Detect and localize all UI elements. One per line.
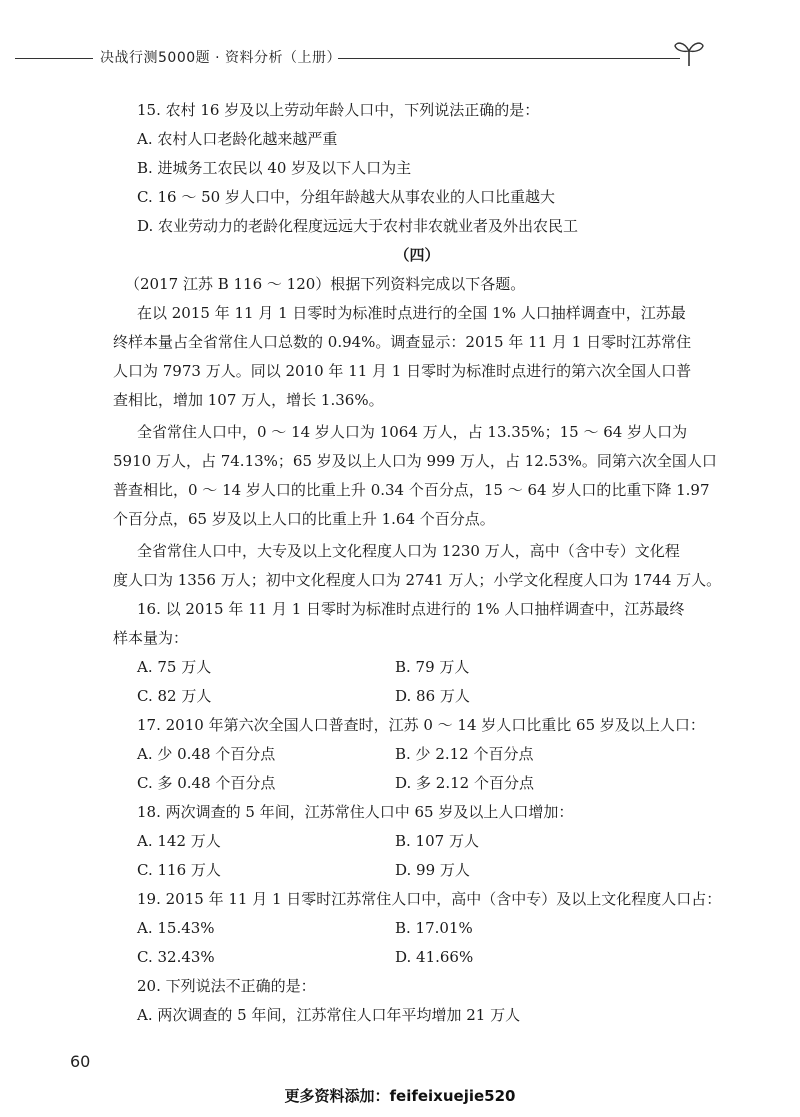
section-intro: （2017 江苏 B 116 ～ 120）根据下列资料完成以下各题。 [125,275,526,293]
q19-stem: 19. 2015 年 11 月 1 日零时江苏常住人口中，高中（含中专）及以上文化程度人口占： [137,890,722,908]
material-p2-line: 普查相比，0 ～ 14 岁人口的比重上升 0.34 个百分点，15 ～ 64 岁人口的比重下降 1.97 [113,481,710,499]
footer-note: 更多资料添加：feifeixuejie520 [284,1087,516,1105]
material-p3-line: 度人口为 1356 万人；初中文化程度人口为 2741 万人；小学文化程度人口为 1744 万人。 [113,571,722,589]
q17-option-a: A. 少 0.48 个百分点 [137,745,276,763]
q20-option-a: A. 两次调查的 5 年间，江苏常住人口年平均增加 21 万人 [137,1006,521,1024]
q18-option-b: B. 107 万人 [395,832,479,850]
q16-option-c: C. 82 万人 [137,687,212,705]
q18-option-c: C. 116 万人 [137,861,221,879]
q17-options-row-1 [137,740,697,769]
page-content [113,96,722,1030]
q20-stem: 20. 下列说法不正确的是： [137,977,316,995]
q17-options-row-2 [137,769,697,798]
material-p2-line: 个百分点，65 岁及以上人口的比重上升 1.64 个百分点。 [113,510,495,528]
material-p2-line: 全省常住人口中，0 ～ 14 岁人口为 1064 万人，占 13.35%；15 ～ 64 岁人口为 [137,423,688,441]
q17-option-b: B. 少 2.12 个百分点 [395,745,534,763]
q19-options-row-2 [137,943,697,972]
q17-option-d: D. 多 2.12 个百分点 [395,774,534,792]
q19-option-d: D. 41.66% [395,948,474,966]
q15-option-a: A. 农村人口老龄化越来越严重 [137,130,338,148]
q16-stem: 16. 以 2015 年 11 月 1 日零时为标准时点进行的 1% 人口抽样调查中，江苏最终 [137,600,685,618]
q19-option-b: B. 17.01% [395,919,473,937]
q18-option-a: A. 142 万人 [137,832,221,850]
header-rule-left [15,58,93,59]
material-p2-line: 5910 万人，占 74.13%；65 岁及以上人口为 999 万人，占 12.53%。同第六次全国人口 [113,452,717,470]
q19-option-a: A. 15.43% [137,919,215,937]
q15-stem: 15. 农村 16 岁及以上劳动年龄人口中，下列说法正确的是： [137,101,540,119]
q16-option-a: A. 75 万人 [137,658,212,676]
q18-options-row-1 [137,827,697,856]
q18-options-row-2 [137,856,697,885]
sprout-icon [672,38,706,68]
q16-option-b: B. 79 万人 [395,658,470,676]
material-paragraph-1 [113,299,697,415]
q17-stem: 17. 2010 年第六次全国人口普查时，江苏 0 ～ 14 岁人口比重比 65 岁及以上人口： [137,716,705,734]
q16-options-row-2 [137,682,697,711]
q15-option-d: D. 农业劳动力的老龄化程度远远大于农村非农就业者及外出农民工 [137,217,579,235]
page-number: 60 [70,1052,91,1071]
q16-options-row-1 [137,653,697,682]
page-header [0,38,800,78]
material-p1-line: 在以 2015 年 11 月 1 日零时为标准时点进行的全国 1% 人口抽样调查中，江苏最 [137,304,686,322]
material-p1-line: 查相比，增加 107 万人，增长 1.36%。 [113,391,384,409]
book-title: 决战行测5000题 · 资料分析（上册） [100,50,341,66]
q18-option-d: D. 99 万人 [395,861,470,879]
q15-option-b: B. 进城务工农民以 40 岁及以下人口为主 [137,159,412,177]
header-rule-right [338,58,680,59]
material-p1-line: 人口为 7973 万人。同以 2010 年 11 月 1 日零时为标准时点进行的第六次全国人口普 [113,362,692,380]
material-p1-line: 终样本量占全省常住人口总数的 0.94%。调查显示：2015 年 11 月 1 日零时江苏常住 [113,333,692,351]
q19-options-row-1 [137,914,697,943]
q17-option-c: C. 多 0.48 个百分点 [137,774,276,792]
q19-option-c: C. 32.43% [137,948,215,966]
q18-stem: 18. 两次调查的 5 年间，江苏常住人口中 65 岁及以上人口增加： [137,803,574,821]
q16-option-d: D. 86 万人 [395,687,470,705]
material-paragraph-2 [113,418,717,534]
material-paragraph-3 [113,537,722,595]
q16-stem-cont: 样本量为： [113,629,189,647]
section-title: （四） [394,246,440,264]
material-p3-line: 全省常住人口中，大专及以上文化程度人口为 1230 万人，高中（含中专）文化程 [137,542,680,560]
q15-option-c: C. 16 ～ 50 岁人口中，分组年龄越大从事农业的人口比重越大 [137,188,555,206]
